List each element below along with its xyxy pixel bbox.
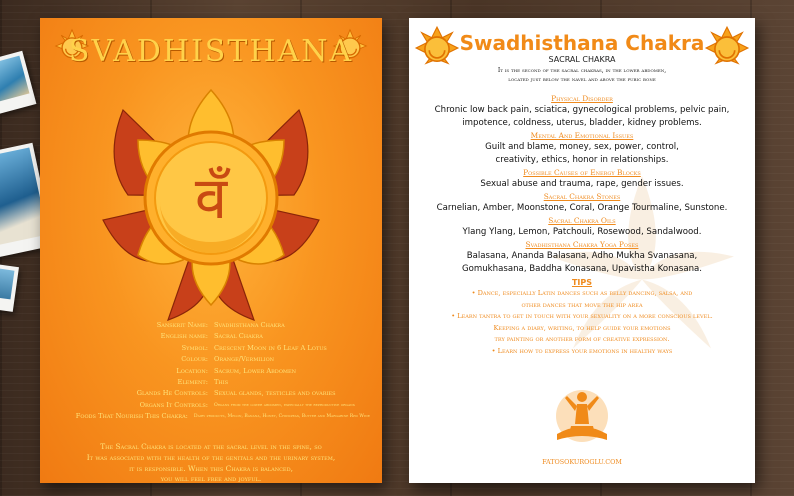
description-line: The Sacral Chakra is located at the sacral level in the spine, so xyxy=(100,442,322,451)
section-text: Sexual abuse and trauma, rape, gender issues. xyxy=(480,179,684,189)
info-row xyxy=(54,354,370,365)
tip-line: • Learn how to express your emotions in healthy ways xyxy=(491,346,673,355)
info-label: Organs It Controls: xyxy=(139,400,208,409)
section-text: Balasana, Ananda Balasana, Adho Mukha Svanasana, xyxy=(466,251,698,261)
swadhisthana-info-sheet xyxy=(409,18,755,483)
info-row xyxy=(54,343,370,354)
info-label: Glands He Controls: xyxy=(136,389,208,398)
sheet-subtitle: SACRAL CHAKRA xyxy=(548,55,616,64)
tips-heading: TIPS xyxy=(571,278,593,287)
section-heading-mental-emotional: Mental And Emotional Issues xyxy=(530,131,634,140)
info-row xyxy=(54,320,370,331)
info-label: Colour: xyxy=(181,355,208,364)
description-line: It was associated with the health of the genitals and the urinary system, xyxy=(86,452,336,462)
section-heading-physical-disorder: Physical Disorder xyxy=(551,94,613,103)
tip-line: try painting or another form of creative expression. xyxy=(494,335,670,344)
info-row xyxy=(54,400,370,411)
intro-line: located just below the navel and above the pubic bone xyxy=(508,76,656,83)
section-text: impotence, coldness, uterus, bladder, kidney problems. xyxy=(462,118,702,128)
sheet-intro xyxy=(459,66,705,84)
info-value: Dairy products, Melon, Banana, Honey, Chickpeas, Butter and Margarine Red Wine xyxy=(193,414,370,420)
poster-title: SVADHISTHANA xyxy=(68,34,354,69)
website-footer: FATOSOKUROGLU.COM xyxy=(542,458,622,466)
info-row xyxy=(54,411,370,422)
info-row xyxy=(54,331,370,342)
tip-line: Keeping a diary, writing, to help guide your emotions xyxy=(493,323,671,332)
info-row xyxy=(54,366,370,377)
description-line: it is responsible. When this Chakra is balanced, xyxy=(129,463,293,473)
section-text: Gomukhasana, Baddha Konasana, Upavistha Konasana. xyxy=(461,264,703,274)
info-value: Organs from the lower abdomen, especially the reproductive organs xyxy=(214,402,355,408)
tip-line: other dances that move the hip area xyxy=(521,300,643,309)
info-row xyxy=(54,377,370,388)
chakra-info-table xyxy=(54,320,370,423)
tip-line: • Learn tantra to get in touch with your sexuality on a more conscious level. xyxy=(451,312,713,321)
section-text: Chronic low back pain, sciatica, gynecological problems, pelvic pain, xyxy=(434,105,730,115)
section-text: creativity, ethics, honor in relationships. xyxy=(495,155,669,165)
section-heading-yoga-poses: Svadhisthana Chakra Yoga Poses xyxy=(525,240,639,249)
photo-print xyxy=(0,263,19,312)
section-heading-stones: Sacral Chakra Stones xyxy=(543,192,621,201)
meditation-figure-icon xyxy=(541,386,623,456)
poster-description xyxy=(54,442,368,485)
info-label: Sanskrit Name: xyxy=(156,321,208,329)
tip-line: • Dance, especially Latin dances such as belly dancing, salsa, and xyxy=(471,289,693,297)
info-label: English name: xyxy=(160,332,208,341)
info-value: Svadhisthana Chakra xyxy=(214,321,285,329)
info-label: Element: xyxy=(177,378,208,387)
info-row xyxy=(54,388,370,399)
section-heading-oils: Sacral Chakra Oils xyxy=(548,216,616,225)
description-line: you will feel free and joyful. xyxy=(160,474,262,484)
info-value: Sexual glands, testicles and ovaries xyxy=(214,389,336,398)
sheet-title: Swadhisthana Chakra xyxy=(459,31,705,55)
section-text: Guilt and blame, money, sex, power, control, xyxy=(485,142,679,152)
svadhisthana-poster xyxy=(40,18,382,483)
sheet-content xyxy=(409,93,755,358)
intro-line: It is the second of the sacral chakras, in the lower abdomen, xyxy=(497,67,667,74)
seed-syllable-glyph: वँ xyxy=(194,164,228,232)
info-value: Sacral Chakra xyxy=(214,332,263,341)
info-label: Symbol: xyxy=(181,343,208,352)
info-label: Location: xyxy=(176,366,208,375)
photo-print xyxy=(0,51,36,114)
info-value: This xyxy=(214,378,229,387)
info-value: Sacrum, Lower Abdomen xyxy=(214,366,297,375)
sacral-chakra-lotus-emblem xyxy=(98,70,324,322)
info-value: Crescent Moon in 6 Leaf A Lotus xyxy=(214,343,327,352)
section-text: Carnelian, Amber, Moonstone, Coral, Orange Tourmaline, Sunstone. xyxy=(436,203,728,213)
section-heading-energy-blocks: Possible Causes of Energy Blocks xyxy=(523,168,641,177)
section-text: Ylang Ylang, Lemon, Patchouli, Rosewood, Sandalwood. xyxy=(462,227,702,237)
info-value: Orange/Vermilion xyxy=(214,355,275,364)
info-label: Foods That Nourish This Chakra: xyxy=(75,412,188,421)
